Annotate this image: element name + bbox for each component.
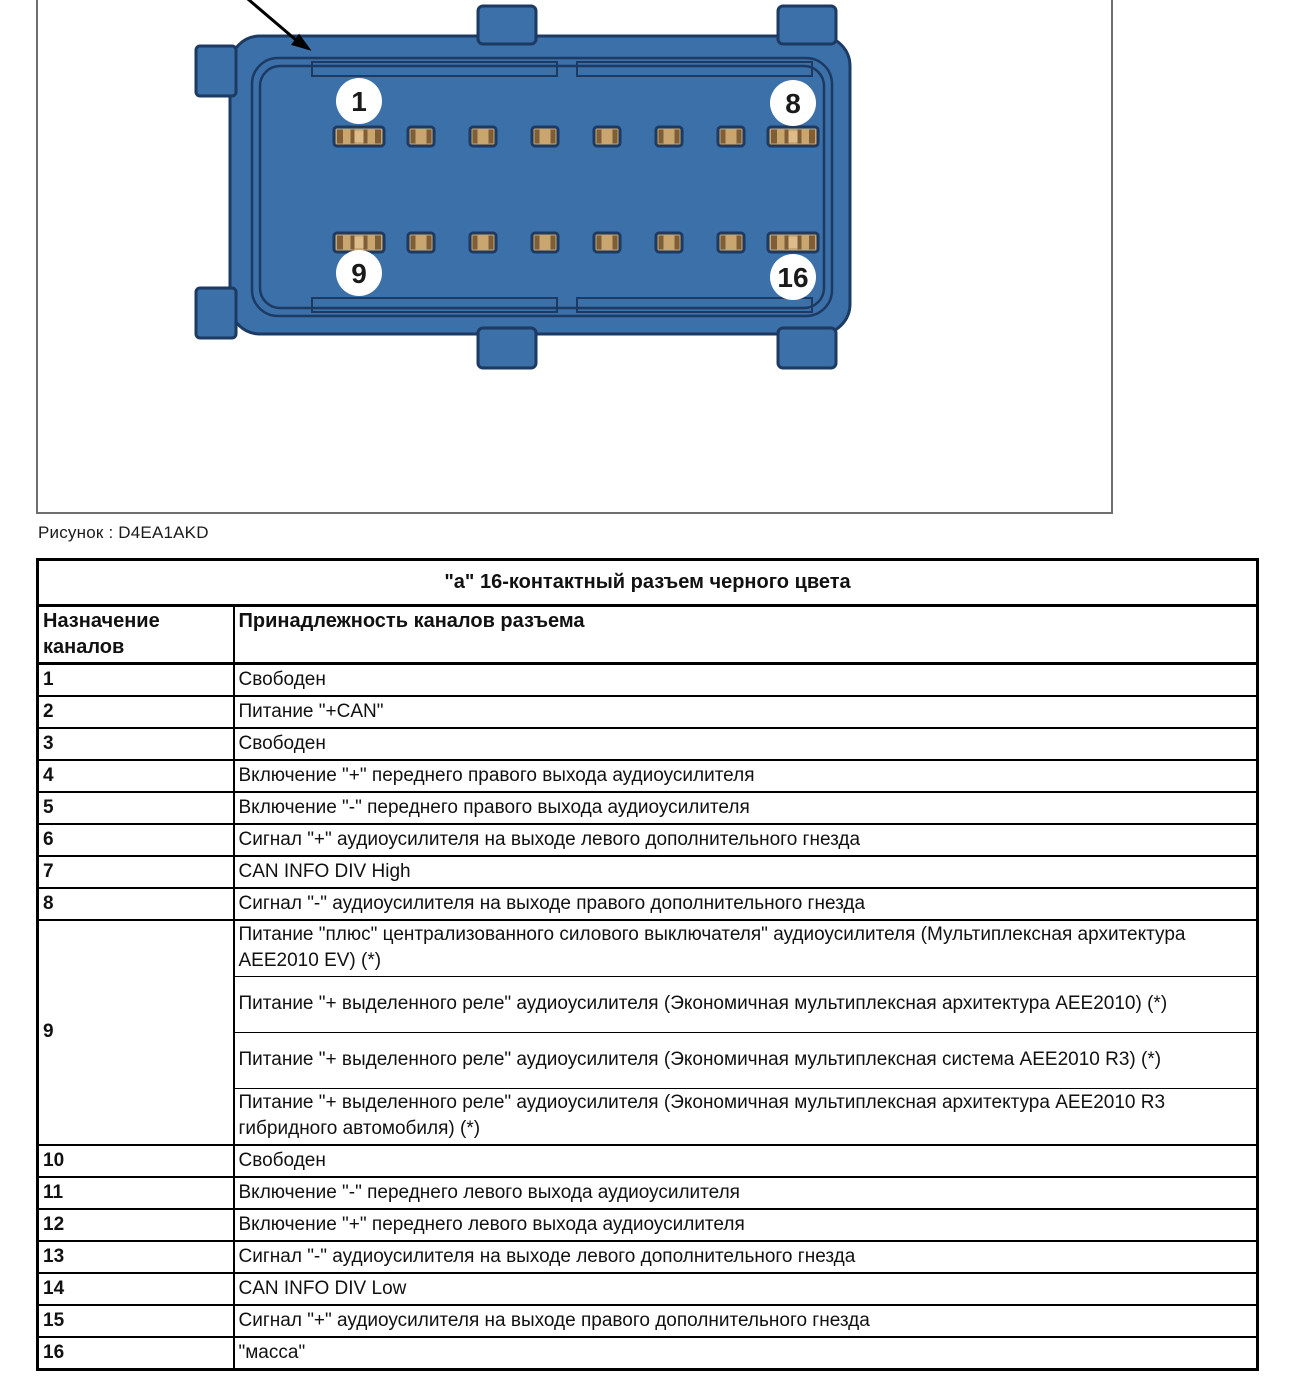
pin-13 <box>594 233 620 252</box>
table-row <box>38 1145 1258 1177</box>
pin-number-cell: 2 <box>38 696 234 728</box>
pin-desc-cell: Свободен <box>234 1145 1258 1177</box>
table-row <box>38 1273 1258 1305</box>
pin-14 <box>656 233 682 252</box>
pin-number-cell: 9 <box>38 920 234 1145</box>
pin-desc-cell: Свободен <box>234 728 1258 760</box>
pin-desc-cell: Сигнал "+" аудиоусилителя на выходе правого дополнительного гнезда <box>234 1305 1258 1337</box>
table-row <box>38 664 1258 697</box>
pin-desc-cell: Включение "-" переднего правого выхода аудиоусилителя <box>234 792 1258 824</box>
table-row <box>38 1177 1258 1209</box>
pin-6 <box>656 127 682 146</box>
pin-number-cell: 15 <box>38 1305 234 1337</box>
tab-top-right <box>778 6 836 44</box>
pin-desc-cell: CAN INFO DIV High <box>234 856 1258 888</box>
pin-15 <box>718 233 744 252</box>
figure-box <box>36 0 1113 514</box>
pin-desc-cell: Сигнал "-" аудиоусилителя на выходе правого дополнительного гнезда <box>234 888 1258 920</box>
table-row <box>38 920 1258 977</box>
pin-number-cell: 13 <box>38 1241 234 1273</box>
pin-desc-cell: Питание "+ выделенного реле" аудиоусилителя (Экономичная мультиплексная система AEE2010 R3) (*) <box>234 1033 1258 1089</box>
pin-8 <box>768 127 818 146</box>
table-row <box>38 696 1258 728</box>
pin-1-number: 1 <box>351 86 367 117</box>
pin-number-cell: 16 <box>38 1337 234 1370</box>
table-row <box>38 792 1258 824</box>
pin-number-cell: 3 <box>38 728 234 760</box>
pin-desc-cell: Включение "-" переднего левого выхода аудиоусилителя <box>234 1177 1258 1209</box>
table-header-row <box>38 606 1258 664</box>
pin-11 <box>470 233 496 252</box>
pin-number-cell: 7 <box>38 856 234 888</box>
pin-desc-cell: Свободен <box>234 664 1258 697</box>
tab-top-left <box>478 6 536 44</box>
pin-desc-cell: CAN INFO DIV Low <box>234 1273 1258 1305</box>
table-row <box>38 1337 1258 1370</box>
col-header-channel-assignment: Назначение каналов <box>38 606 234 664</box>
pin-desc-cell: Питание "+ выделенного реле" аудиоусилителя (Экономичная мультиплексная архитектура AEE2010 R3 гибридного автомобиля) (*) <box>234 1089 1258 1146</box>
pinout-table <box>36 558 1259 1371</box>
pin-number-cell: 5 <box>38 792 234 824</box>
pin-desc-cell: Питание "+ выделенного реле" аудиоусилителя (Экономичная мультиплексная архитектура AEE2010) (*) <box>234 977 1258 1033</box>
pin-5 <box>594 127 620 146</box>
tab-bottom-left <box>478 328 536 368</box>
table-row <box>38 1305 1258 1337</box>
pin-1 <box>334 127 384 146</box>
pin-desc-cell: Включение "+" переднего левого выхода аудиоусилителя <box>234 1209 1258 1241</box>
pin-number-cell: 1 <box>38 664 234 697</box>
tab-left-lower <box>196 288 236 338</box>
pin-8-number: 8 <box>785 88 801 119</box>
pin-number-cell: 8 <box>38 888 234 920</box>
tab-bottom-right <box>778 328 836 368</box>
pin-16-number: 16 <box>777 262 809 293</box>
connector-diagram-16pin <box>38 0 1113 514</box>
tab-left-upper <box>196 46 236 96</box>
pin-number-cell: 10 <box>38 1145 234 1177</box>
pin-3 <box>470 127 496 146</box>
col-header-channel-ownership: Принадлежность каналов разъема <box>234 606 1258 664</box>
table-row <box>38 1209 1258 1241</box>
pin-number-cell: 4 <box>38 760 234 792</box>
pin-desc-cell: "масса" <box>234 1337 1258 1370</box>
table-row <box>38 824 1258 856</box>
pin-number-cell: 6 <box>38 824 234 856</box>
pin-desc-cell: Включение "+" переднего правого выхода аудиоусилителя <box>234 760 1258 792</box>
pin-9-number: 9 <box>351 258 367 289</box>
table-row <box>38 856 1258 888</box>
table-row <box>38 888 1258 920</box>
table-title: "а" 16-контактный разъем черного цвета <box>38 560 1258 606</box>
pin-desc-cell: Питание "плюс" централизованного силового выключателя" аудиоусилителя (Мультиплексная архитектура AEE2010 EV) (*) <box>234 920 1258 977</box>
pin-12 <box>532 233 558 252</box>
table-title-row <box>38 560 1258 606</box>
pin-10 <box>408 233 434 252</box>
pin-number-cell: 12 <box>38 1209 234 1241</box>
table-row <box>38 1241 1258 1273</box>
connector-housing <box>196 6 850 368</box>
pin-4 <box>532 127 558 146</box>
figure-caption: Рисунок : D4EA1AKD <box>38 523 209 542</box>
pin-number-cell: 14 <box>38 1273 234 1305</box>
pin-desc-cell: Питание "+CAN" <box>234 696 1258 728</box>
pin-16 <box>768 233 818 252</box>
pin-7 <box>718 127 744 146</box>
table-row <box>38 728 1258 760</box>
pin-number-cell: 11 <box>38 1177 234 1209</box>
pin-desc-cell: Сигнал "+" аудиоусилителя на выходе левого дополнительного гнезда <box>234 824 1258 856</box>
pin-desc-cell: Сигнал "-" аудиоусилителя на выходе левого дополнительного гнезда <box>234 1241 1258 1273</box>
table-row <box>38 760 1258 792</box>
pin-9 <box>334 233 384 252</box>
pin-2 <box>408 127 434 146</box>
